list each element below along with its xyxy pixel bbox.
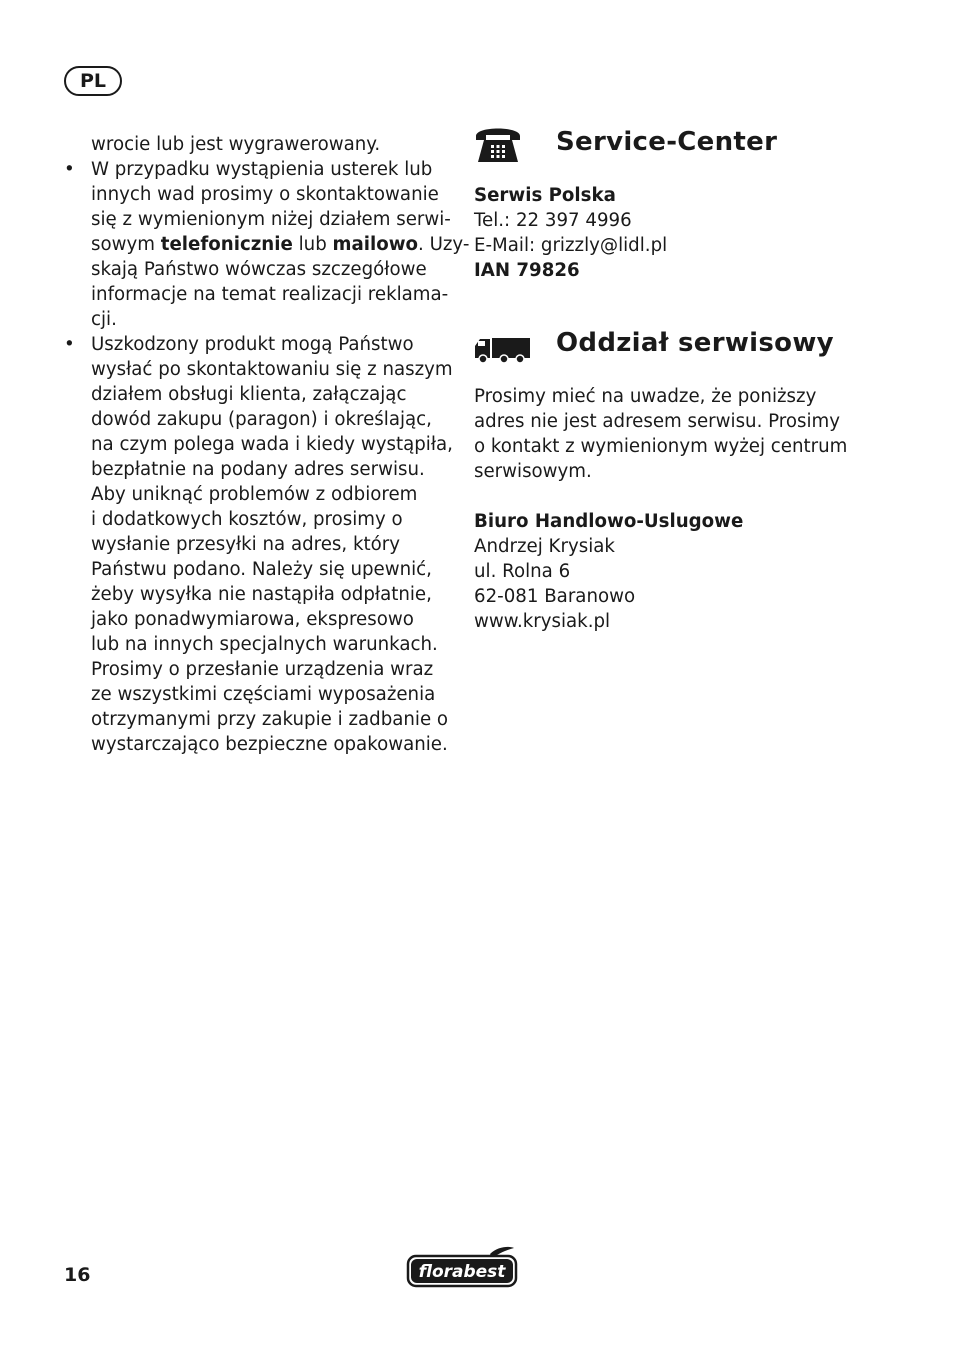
text-line: informacje na temat realizacji reklama- <box>91 284 449 305</box>
text-line: W przypadku wystąpienia usterek lub <box>91 159 433 180</box>
text-line: Prosimy o przesłanie urządzenia wraz <box>91 659 434 680</box>
text-line: ze wszystkimi częściami wyposażenia <box>91 684 436 705</box>
text-line: się z wymienionym niżej działem serwi- <box>91 209 451 230</box>
text-line: cji. <box>91 309 117 330</box>
list-item <box>64 332 454 757</box>
notice-line: serwisowym. <box>474 461 592 482</box>
service-email: E-Mail: grizzly@lidl.pl <box>474 235 668 256</box>
branch-address <box>474 509 743 634</box>
left-column <box>64 132 470 757</box>
bold-phone: telefonicznie <box>160 234 293 255</box>
text-line: otrzymanymi przy zakupie i zadbanie o <box>91 709 449 730</box>
text-line: żeby wysyłka nie nastąpiła odpłatnie, <box>91 584 432 605</box>
branch-name: Andrzej Krysiak <box>474 536 615 557</box>
text-line: jako ponadwymiarowa, ekspresowo <box>91 609 414 630</box>
text-line: Aby uniknąć problemów z odbiorem <box>91 484 418 505</box>
language-badge: PL <box>64 66 122 96</box>
bullet-dot: • <box>64 159 75 180</box>
logo-text: florabest <box>418 1262 506 1282</box>
notice-line: adres nie jest adresem serwisu. Prosimy <box>474 411 841 432</box>
text-line: innych wad prosimy o skontaktowanie <box>91 184 439 205</box>
text-line: wystarczająco bezpieczne opakowanie. <box>91 734 448 755</box>
florabest-logo <box>406 1246 518 1288</box>
text-line: i dodatkowych kosztów, prosimy o <box>91 509 403 530</box>
text-span: . Uzy- <box>418 234 470 255</box>
text-line: bezpłatnie na podany adres serwisu. <box>91 459 425 480</box>
text-line: dowód zakupu (paragon) i określając, <box>91 409 432 430</box>
text-line: działem obsługi klienta, załączając <box>91 384 407 405</box>
intro-line: wrocie lub jest wygrawerowany. <box>91 134 381 155</box>
page-number: 16 <box>64 1264 91 1286</box>
list-item <box>64 157 470 332</box>
branch-street: ul. Rolna 6 <box>474 561 571 582</box>
telephone-icon <box>474 124 522 164</box>
branch-company: Biuro Handlowo-Uslugowe <box>474 511 744 532</box>
service-tel: Tel.: 22 397 4996 <box>474 210 632 231</box>
service-center-title: Service-Center <box>556 127 778 157</box>
text-line: na czym polega wada i kiedy wystąpiła, <box>91 434 453 455</box>
text-span: lub <box>292 234 333 255</box>
bullet-dot: • <box>64 334 75 355</box>
branch-city: 62-081 Baranowo <box>474 586 636 607</box>
text-line: lub na innych specjalnych warunkach. <box>91 634 438 655</box>
text-span: sowym <box>91 234 161 255</box>
bold-mail: mailowo <box>332 234 419 255</box>
truck-icon <box>474 336 532 364</box>
service-ian: IAN 79826 <box>474 260 580 281</box>
text-line: Uszkodzony produkt mogą Państwo <box>91 334 414 355</box>
text-line: skają Państwo wówczas szczegółowe <box>91 259 427 280</box>
branch-title: Oddział serwisowy <box>556 328 834 358</box>
branch-notice <box>474 384 847 484</box>
text-line: wysłanie przesyłki na adres, który <box>91 534 400 555</box>
notice-line: o kontakt z wymienionym wyżej centrum <box>474 436 848 457</box>
branch-www[interactable]: www.krysiak.pl <box>474 611 611 632</box>
text-line <box>64 232 470 257</box>
text-line: wysłać po skontaktowaniu się z naszym <box>91 359 453 380</box>
notice-line: Prosimy mieć na uwadze, że poniższy <box>474 386 817 407</box>
service-company: Serwis Polska <box>474 185 616 206</box>
service-center-info <box>474 183 667 283</box>
text-line: Państwu podano. Należy się upewnić, <box>91 559 432 580</box>
